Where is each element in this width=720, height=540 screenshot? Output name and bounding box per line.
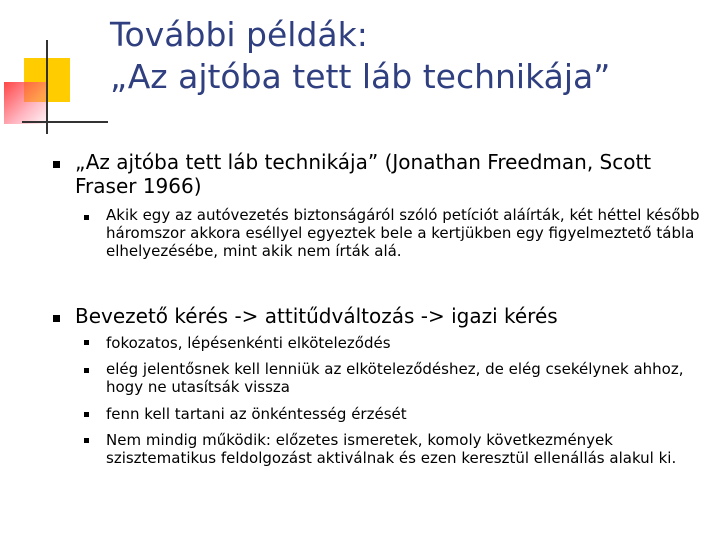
logo-horizontal-line [22, 121, 108, 123]
bullet-square-icon [84, 438, 89, 443]
bullet-2-sub-2-text: elég jelentősnek kell lenniük az elköteleződéshez, de elég csekélynek ahhoz, hogy ne utasítsák vissza [106, 360, 684, 396]
bullet-2-sub-4-text: Nem mindig működik: előzetes ismeretek, komoly következmények szisztematikus feldolgozást aktiválnak és ezen keresztül ellenállás alakul ki. [106, 431, 677, 467]
bullet-square-icon [53, 315, 60, 322]
bullet-square-icon [53, 161, 60, 168]
logo-red-square [4, 82, 46, 124]
bullet-2-text: Bevezető kérés -> attitűdváltozás -> igazi kérés [75, 304, 558, 328]
slide-title-line-2: „Az ajtóba tett láb technikája” [110, 57, 611, 96]
bullet-square-icon [84, 368, 89, 373]
bullet-2-sub-3-text: fenn kell tartani az önkéntesség érzését [106, 405, 407, 423]
bullet-1-text: „Az ajtóba tett láb technikája” (Jonathan Freedman, Scott Fraser 1966) [75, 150, 652, 198]
slide-title-line-1: További példák: [110, 15, 368, 54]
slide-logo-decoration [0, 0, 110, 140]
bullet-square-icon [84, 340, 89, 345]
bullet-square-icon [84, 412, 89, 417]
bullet-square-icon [84, 215, 89, 220]
slide-title [110, 14, 610, 98]
bullet-1-sub-1-text: Akik egy az autóvezetés biztonságáról szóló petíciót aláírták, két héttel később háromszor akkora eséllyel egyeztek bele a kertjükben egy figyelmeztető tábla elhelyezésébe, mint akik nem írták alá. [106, 206, 700, 260]
bullet-2-sub-1-text: fokozatos, lépésenkénti elköteleződés [106, 334, 391, 352]
logo-vertical-line [46, 40, 48, 134]
